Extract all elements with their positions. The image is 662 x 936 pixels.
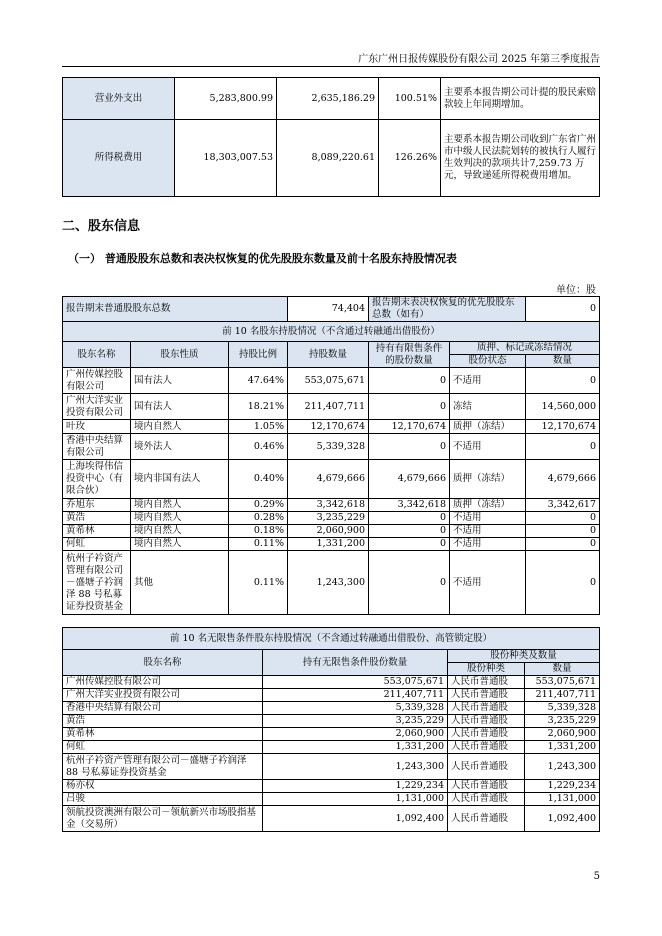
table-title-row (63, 322, 600, 342)
shareholder-name: 叶玫 (63, 420, 131, 434)
holder-name: 黄希林 (63, 728, 263, 741)
table-row (63, 806, 600, 832)
pledge-status: 质押（冻结） (450, 499, 526, 512)
share-type-qty: 5,339,328 (525, 702, 600, 715)
holder-quantity: 211,407,711 (263, 689, 448, 702)
shareholder-nature: 境外法人 (131, 434, 229, 460)
holder-quantity: 5,339,328 (263, 702, 448, 715)
previous-value-cell: 8,089,220.61 (277, 120, 379, 197)
pledge-qty: 0 (526, 538, 600, 551)
shareholder-name: 上海埃得伟信投资中心（有限合伙） (63, 460, 131, 499)
summary-row (63, 297, 600, 322)
holder-quantity: 1,243,300 (263, 754, 448, 780)
expense-table (62, 77, 600, 197)
table-row (63, 120, 600, 197)
shareholder-restricted: 12,170,674 (369, 420, 450, 434)
shareholder-quantity: 3,342,618 (288, 499, 369, 512)
shareholder-restricted: 0 (369, 512, 450, 525)
header-type-group: 股份种类及数量 (448, 650, 600, 663)
table-row (63, 499, 600, 512)
table-row (63, 434, 600, 460)
table-row (63, 78, 600, 120)
preferred-holders-label: 报告期末表决权恢复的优先股股东总数（如有） (369, 297, 526, 322)
shareholder-quantity: 1,331,200 (288, 538, 369, 551)
shareholder-nature: 国有法人 (131, 368, 229, 394)
top10-title: 前 10 名股东持股情况（不含通过转融通出借股份） (63, 322, 600, 342)
page-number: 5 (593, 871, 600, 882)
shareholder-nature: 境内非国有法人 (131, 460, 229, 499)
header-quantity: 持股数量 (288, 342, 369, 368)
shareholder-restricted: 0 (369, 551, 450, 615)
shareholder-ratio: 0.11% (229, 538, 288, 551)
pledge-qty: 0 (526, 525, 600, 538)
pledge-qty: 12,170,674 (526, 420, 600, 434)
preferred-holders-value: 0 (526, 297, 600, 322)
header-row (63, 342, 600, 355)
unrestricted-shareholder-table (62, 627, 600, 832)
table-row (63, 728, 600, 741)
pledge-status: 冻结 (450, 394, 526, 420)
header-nature: 股东性质 (131, 342, 229, 368)
header-pledge-group: 质押、标记或冻结情况 (450, 342, 600, 355)
shareholder-ratio: 1.05% (229, 420, 288, 434)
holder-quantity: 1,331,200 (263, 741, 448, 754)
shareholder-name: 杭州子衿资产管理有限公司－盛塘子衿润泽 88 号私募证券投资基金 (63, 551, 131, 615)
table-row (63, 780, 600, 793)
shareholder-ratio: 0.46% (229, 434, 288, 460)
shareholder-ratio: 0.40% (229, 460, 288, 499)
table-row (63, 793, 600, 806)
share-type-qty: 1,331,200 (525, 741, 600, 754)
reason-cell: 主要系本报告期公司计提的股民索赔款较上年同期增加。 (441, 78, 600, 120)
header-type: 股份种类 (448, 663, 525, 676)
current-value-cell: 18,303,007.53 (175, 120, 277, 197)
share-type: 人民币普通股 (448, 676, 525, 689)
shareholder-name: 何虹 (63, 538, 131, 551)
share-type-qty: 3,235,229 (525, 715, 600, 728)
header-pledge-qty: 数量 (526, 355, 600, 368)
header-quantity: 持有无限售条件股份数量 (263, 650, 448, 676)
holder-name: 广州传媒控股有限公司 (63, 676, 263, 689)
holder-quantity: 553,075,671 (263, 676, 448, 689)
shareholder-nature: 境内自然人 (131, 538, 229, 551)
shareholder-ratio: 0.11% (229, 551, 288, 615)
pledge-status: 质押（冻结） (450, 420, 526, 434)
holder-quantity: 2,060,900 (263, 728, 448, 741)
holder-name: 香港中央结算有限公司 (63, 702, 263, 715)
pledge-qty: 14,560,000 (526, 394, 600, 420)
share-type: 人民币普通股 (448, 780, 525, 793)
share-type-qty: 1,243,300 (525, 754, 600, 780)
share-type: 人民币普通股 (448, 741, 525, 754)
total-holders-label: 报告期末普通股股东总数 (63, 297, 288, 322)
shareholder-name: 黄希林 (63, 525, 131, 538)
table-row (63, 460, 600, 499)
holder-name: 杭州子衿资产管理有限公司－盛塘子衿润泽 88 号私募证券投资基金 (63, 754, 263, 780)
shareholder-nature: 境内自然人 (131, 525, 229, 538)
pledge-status: 不适用 (450, 434, 526, 460)
pledge-status: 不适用 (450, 368, 526, 394)
pledge-status: 不适用 (450, 512, 526, 525)
item-cell: 营业外支出 (63, 78, 175, 120)
table-row (63, 538, 600, 551)
share-type-qty: 1,131,000 (525, 793, 600, 806)
pledge-qty: 0 (526, 434, 600, 460)
shareholder-nature: 其他 (131, 551, 229, 615)
table-row (63, 551, 600, 615)
table-row (63, 676, 600, 689)
pledge-status: 不适用 (450, 538, 526, 551)
table-row (63, 394, 600, 420)
shareholder-restricted: 0 (369, 434, 450, 460)
reason-cell: 主要系本报告期公司收到广东省广州市中级人民法院划转的被执行人履行生效判决的款项共计7,259.73 万元，导致递延所得税费用增加。 (441, 120, 600, 197)
header-pledge-status: 股份状态 (450, 355, 526, 368)
share-type-qty: 1,229,234 (525, 780, 600, 793)
table-row (63, 702, 600, 715)
subsection-heading: （一） 普通股股东总数和表决权恢复的优先股股东数量及前十名股东持股情况表 (68, 252, 457, 265)
table-row (63, 512, 600, 525)
header-restricted: 持有有限售条件的股份数量 (369, 342, 450, 368)
pledge-qty: 0 (526, 512, 600, 525)
shareholder-name: 黄浩 (63, 512, 131, 525)
holder-name: 广州大洋实业投资有限公司 (63, 689, 263, 702)
shareholder-quantity: 4,679,666 (288, 460, 369, 499)
shareholder-restricted: 4,679,666 (369, 460, 450, 499)
header-ratio: 持股比例 (229, 342, 288, 368)
holder-name: 黄浩 (63, 715, 263, 728)
shareholder-restricted: 3,342,618 (369, 499, 450, 512)
header-name: 股东名称 (63, 342, 131, 368)
item-cell: 所得税费用 (63, 120, 175, 197)
table-row (63, 689, 600, 702)
table-title-row (63, 628, 600, 650)
share-type: 人民币普通股 (448, 728, 525, 741)
holder-quantity: 3,235,229 (263, 715, 448, 728)
holder-quantity: 1,131,000 (263, 793, 448, 806)
shareholder-name: 乔旭东 (63, 499, 131, 512)
shareholder-nature: 境内自然人 (131, 420, 229, 434)
share-type: 人民币普通股 (448, 754, 525, 780)
shareholder-ratio: 0.28% (229, 512, 288, 525)
shareholder-ratio: 18.21% (229, 394, 288, 420)
total-holders-value: 74,404 (288, 297, 369, 322)
holder-name: 吕骏 (63, 793, 263, 806)
table-row (63, 754, 600, 780)
holder-quantity: 1,229,234 (263, 780, 448, 793)
shareholder-quantity: 3,235,229 (288, 512, 369, 525)
shareholder-nature: 国有法人 (131, 394, 229, 420)
change-cell: 100.51% (379, 78, 441, 120)
report-header-title: 广东广州日报传媒股份有限公司 2025 年第三季度报告 (358, 54, 600, 65)
holder-name: 何虹 (63, 741, 263, 754)
shareholder-ratio: 0.18% (229, 525, 288, 538)
shareholder-name: 广州大洋实业投资有限公司 (63, 394, 131, 420)
shareholder-quantity: 12,170,674 (288, 420, 369, 434)
shareholder-table (62, 296, 600, 615)
pledge-qty: 4,679,666 (526, 460, 600, 499)
shareholder-quantity: 553,075,671 (288, 368, 369, 394)
share-type: 人民币普通股 (448, 806, 525, 832)
header-name: 股东名称 (63, 650, 263, 676)
table-row (63, 368, 600, 394)
previous-value-cell: 2,635,186.29 (277, 78, 379, 120)
pledge-status: 质押（冻结） (450, 460, 526, 499)
pledge-status: 不适用 (450, 525, 526, 538)
shareholder-nature: 境内自然人 (131, 499, 229, 512)
shareholder-restricted: 0 (369, 394, 450, 420)
table-row (63, 420, 600, 434)
pledge-qty: 3,342,617 (526, 499, 600, 512)
share-type-qty: 553,075,671 (525, 676, 600, 689)
shareholder-quantity: 211,407,711 (288, 394, 369, 420)
shareholder-quantity: 5,339,328 (288, 434, 369, 460)
holder-name: 领航投资澳洲有限公司－领航新兴市场股指基金（交易所） (63, 806, 263, 832)
holder-quantity: 1,092,400 (263, 806, 448, 832)
shareholder-restricted: 0 (369, 538, 450, 551)
shareholder-restricted: 0 (369, 368, 450, 394)
share-type: 人民币普通股 (448, 689, 525, 702)
share-type: 人民币普通股 (448, 702, 525, 715)
share-type-qty: 1,092,400 (525, 806, 600, 832)
section-heading: 二、股东信息 (62, 219, 141, 234)
shareholder-quantity: 1,243,300 (288, 551, 369, 615)
share-type: 人民币普通股 (448, 793, 525, 806)
share-type: 人民币普通股 (448, 715, 525, 728)
shareholder-nature: 境内自然人 (131, 512, 229, 525)
shareholder-quantity: 2,060,900 (288, 525, 369, 538)
unit-label: 单位：股 (556, 285, 596, 296)
shareholder-name: 广州传媒控股有限公司 (63, 368, 131, 394)
pledge-qty: 0 (526, 551, 600, 615)
shareholder-ratio: 0.29% (229, 499, 288, 512)
table-row (63, 715, 600, 728)
pledge-qty: 0 (526, 368, 600, 394)
current-value-cell: 5,283,800.99 (175, 78, 277, 120)
share-type-qty: 211,407,711 (525, 689, 600, 702)
share-type-qty: 2,060,900 (525, 728, 600, 741)
unrestricted-title: 前 10 名无限售条件股东持股情况（不含通过转融通出借股份、高管锁定股） (63, 628, 600, 650)
table-row (63, 525, 600, 538)
table-row (63, 741, 600, 754)
shareholder-restricted: 0 (369, 525, 450, 538)
header-type-qty: 数量 (525, 663, 600, 676)
pledge-status: 不适用 (450, 551, 526, 615)
header-divider (62, 66, 600, 67)
shareholder-ratio: 47.64% (229, 368, 288, 394)
change-cell: 126.26% (379, 120, 441, 197)
holder-name: 杨亦权 (63, 780, 263, 793)
header-row (63, 650, 600, 663)
shareholder-name: 香港中央结算有限公司 (63, 434, 131, 460)
